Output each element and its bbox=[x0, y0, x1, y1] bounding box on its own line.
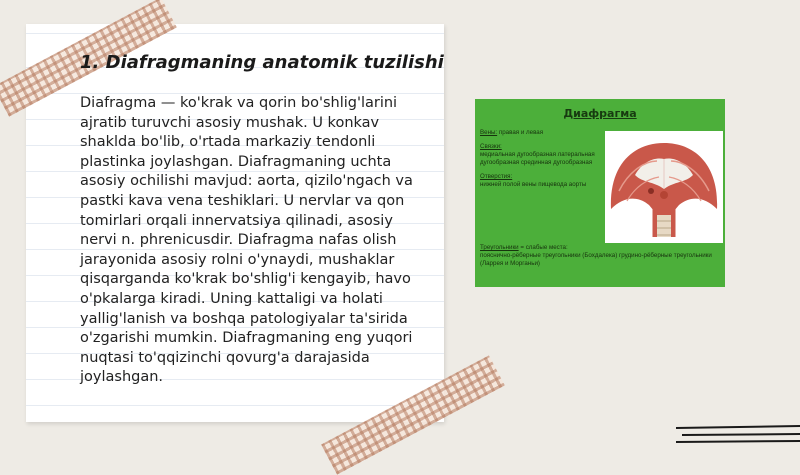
figure-text bbox=[480, 129, 610, 195]
figure-text-1: правая и левая bbox=[497, 129, 544, 136]
diaphragm-anatomy-icon bbox=[605, 131, 723, 243]
figure-label-2: Связки: bbox=[480, 143, 502, 150]
figure-label-3: Отверстия: bbox=[480, 173, 513, 180]
slide-body-text: Diafragma — ko'krak va qorin bo'shlig'larini ajratib turuvchi asosiy mushak. U konkav shaklda bo'lib, o'rtada markaziy tendonli plastinka joylashgan. Diafragmaning uchta asosiy ochilishi mavjud: aorta, qizilo'ngach va pastki kava vena teshiklari. U nervlar va qon tomirlari orqali innervatsiya qilinadi, asosiy nervi n. phrenicusdir. Diafragma nafas olish jarayonida asosiy rolni o'ynaydi, mushaklar qisqarganda ko'krak bo'shlig'i kengayib, havo o'pkalarga kiradi. Uning kattaligi va holati yallig'lanish va boshqa patologiyalar ta'sirida o'zgarishi mumkin. Diafragmaning eng yuqori nuqtasi to'qqizinchi qovurg'a darajasida joylashgan. bbox=[80, 95, 413, 386]
diaphragm-anatomy-drawing bbox=[605, 131, 723, 243]
figure-bottom-text bbox=[480, 244, 720, 268]
figure-label-4: Треугольники bbox=[480, 244, 519, 251]
figure-label-1: Вены: bbox=[480, 129, 498, 136]
diaphragm-figure bbox=[475, 99, 725, 287]
decorative-lines bbox=[676, 420, 800, 450]
figure-text-5: пояснично-рёберные треугольники (Бохдалека) грудино-рёберные треугольники (Ларрея и Морганьи) bbox=[480, 252, 712, 267]
slide-heading: 1. Diafragmaning anatomik tuzilishi bbox=[80, 52, 444, 73]
figure-title: Диафрагма bbox=[563, 107, 637, 120]
figure-text-2: медиальная дугообразная латеральная дугообразная срединная дугообразная bbox=[480, 151, 595, 166]
figure-text-4: = слабые места: bbox=[518, 244, 568, 251]
figure-text-3: нижней полой вены пищевода аорты bbox=[480, 181, 587, 188]
